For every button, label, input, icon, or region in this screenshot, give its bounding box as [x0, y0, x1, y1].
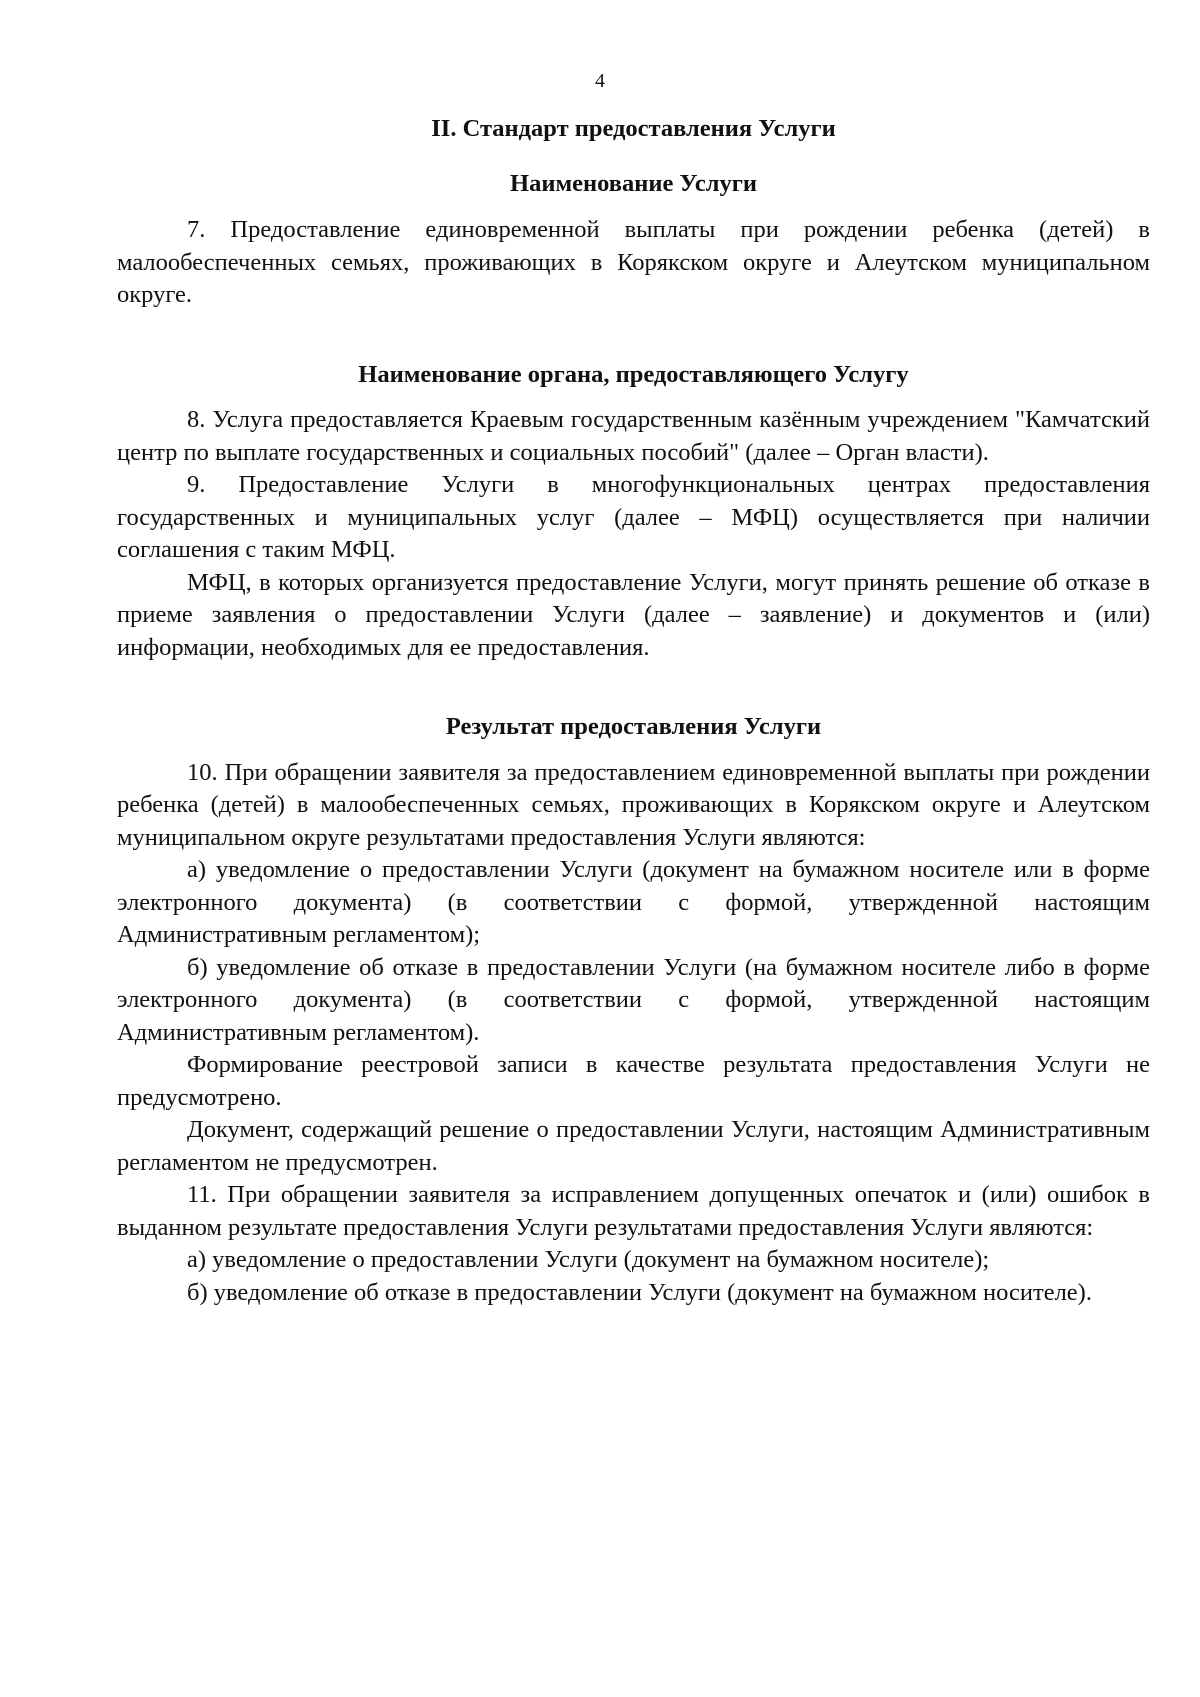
paragraph-8: 8. Услуга предоставляется Краевым государственным казённым учреждением "Камчатский центр по выплате государственных и социальных пособий" (далее – Орган власти).: [117, 406, 1150, 466]
paragraph-11: 11. При обращении заявителя за исправлением допущенных опечаток и (или) ошибок в выданном результате предоставления Услуги результатами предоставления Услуги являются:: [117, 1181, 1150, 1241]
paragraph-registry: Формирование реестровой записи в качестве результата предоставления Услуги не предусмотрено.: [117, 1051, 1150, 1111]
heading-service-provider: Наименование органа, предоставляющего Услугу: [358, 360, 909, 388]
paragraph-10-b: б) уведомление об отказе в предоставлении Услуги (на бумажном носителе либо в форме электронного документа) (в соответствии с формой, утвержденной настоящим Административным регламентом).: [117, 953, 1150, 1046]
paragraph-10: 10. При обращении заявителя за предоставлением единовременной выплаты при рождении ребенка (детей) в малообеспеченных семьях, проживающих в Корякском округе и Алеутском муниципальном округе результатами предоставления Услуги являются:: [117, 758, 1150, 851]
document-body: [117, 113, 1150, 1309]
paragraph-11-a: а) уведомление о предоставлении Услуги (документ на бумажном носителе);: [187, 1246, 990, 1273]
heading-service-name: Наименование Услуги: [510, 169, 757, 197]
heading-service-result: Результат предоставления Услуги: [445, 713, 822, 740]
paragraph-mfc: МФЦ, в которых организуется предоставление Услуги, могут принять решение об отказе в приеме заявления о предоставлении Услуги (далее – заявление) и документов и (или) информации, необходимых для ее предоставления.: [117, 568, 1150, 661]
paragraph-10-a: а) уведомление о предоставлении Услуги (документ на бумажном носителе или в форме электронного документа) (в соответствии с формой, утвержденной настоящим Административным регламентом);: [117, 856, 1150, 948]
page-number: 4: [595, 70, 605, 92]
paragraph-9: 9. Предоставление Услуги в многофункциональных центрах предоставления государственных и муниципальных услуг (далее – МФЦ) осуществляется при наличии соглашения с таким МФЦ.: [117, 471, 1150, 563]
section-title: II. Стандарт предоставления Услуги: [431, 115, 836, 142]
paragraph-decision-document: Документ, содержащий решение о предоставлении Услуги, настоящим Административным регламентом не предусмотрен.: [117, 1116, 1150, 1176]
paragraph-11-b: б) уведомление об отказе в предоставлении Услуги (документ на бумажном носителе).: [187, 1278, 1092, 1306]
paragraph-7: 7. Предоставление единовременной выплаты при рождении ребенка (детей) в малообеспеченных семьях, проживающих в Корякском округе и Алеутском муниципальном округе.: [117, 216, 1150, 308]
